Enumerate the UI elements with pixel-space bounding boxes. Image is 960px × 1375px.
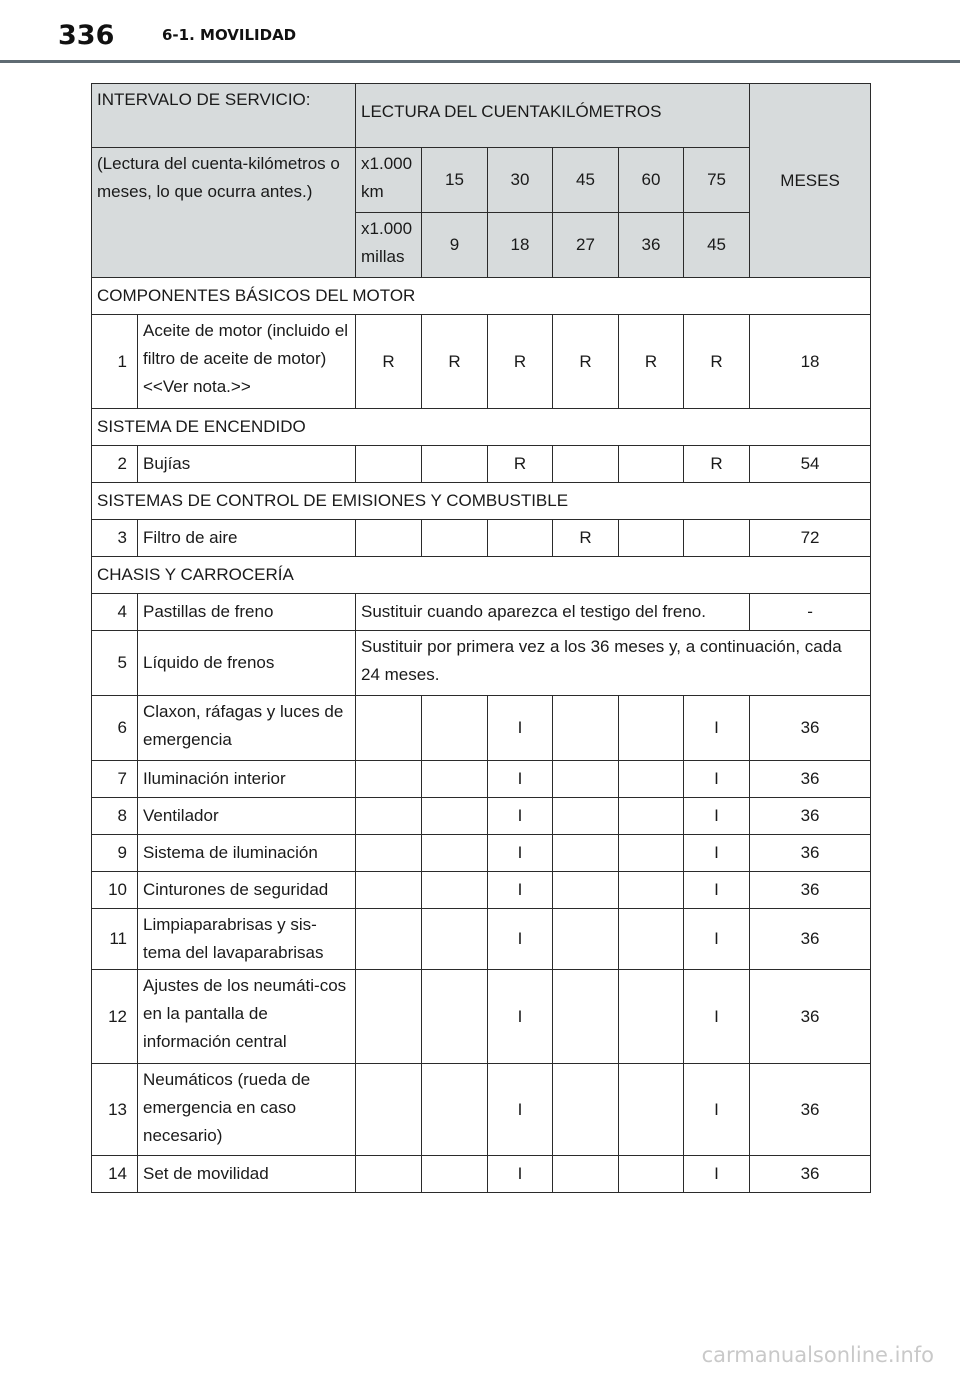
- row-item: Iluminación interior: [138, 761, 356, 798]
- row-mark: I: [684, 970, 750, 1064]
- row-span-text: Sustituir por primera vez a los 36 meses y, a continuación, cada 24 meses.: [356, 631, 871, 696]
- km-value: 30: [488, 148, 553, 213]
- row-mark: [422, 696, 488, 761]
- row-mark: [553, 970, 619, 1064]
- row-mark: R: [619, 315, 684, 409]
- row-mark: [356, 970, 422, 1064]
- row-mark: [619, 696, 684, 761]
- miles-value: 45: [684, 213, 750, 278]
- row-item: Ventilador: [138, 798, 356, 835]
- row-mark: [553, 872, 619, 909]
- km-unit: x1.000 km: [356, 148, 422, 213]
- row-mark: [356, 798, 422, 835]
- table-row: [92, 835, 871, 872]
- row-mark: [422, 1156, 488, 1193]
- row-mark: [356, 761, 422, 798]
- row-mark: R: [422, 315, 488, 409]
- row-mark: [553, 798, 619, 835]
- table-row: [92, 909, 871, 970]
- miles-value: 18: [488, 213, 553, 278]
- row-item: Set de movilidad: [138, 1156, 356, 1193]
- row-mark: [356, 520, 422, 557]
- section-title: 6-1. MOVILIDAD: [162, 26, 297, 44]
- row-mark: [553, 446, 619, 483]
- row-mark: [422, 1064, 488, 1156]
- row-mark: [422, 970, 488, 1064]
- row-mark: I: [684, 835, 750, 872]
- row-months: 72: [750, 520, 871, 557]
- row-mark: [356, 835, 422, 872]
- row-mark: [356, 446, 422, 483]
- row-mark: I: [488, 1156, 553, 1193]
- section-title-cell: COMPONENTES BÁSICOS DEL MOTOR: [92, 278, 871, 315]
- row-months: 36: [750, 798, 871, 835]
- row-number: 9: [92, 835, 138, 872]
- row-item: Pastillas de freno: [138, 594, 356, 631]
- row-number: 4: [92, 594, 138, 631]
- row-mark: [619, 970, 684, 1064]
- row-mark: [684, 520, 750, 557]
- row-mark: [553, 1064, 619, 1156]
- row-mark: [422, 798, 488, 835]
- row-number: 11: [92, 909, 138, 970]
- table-row: [92, 798, 871, 835]
- row-item: Cinturones de seguridad: [138, 872, 356, 909]
- row-item: Claxon, ráfagas y luces de emergencia: [138, 696, 356, 761]
- row-mark: [619, 761, 684, 798]
- row-item: Neumáticos (rueda de emergencia en caso necesario): [138, 1064, 356, 1156]
- row-mark: [619, 446, 684, 483]
- row-number: 13: [92, 1064, 138, 1156]
- section-row: [92, 557, 871, 594]
- table-row: [92, 1156, 871, 1193]
- row-months: 36: [750, 1156, 871, 1193]
- row-mark: R: [684, 446, 750, 483]
- section-row: [92, 409, 871, 446]
- watermark: carmanualsonline.info: [701, 1343, 934, 1367]
- row-mark: [619, 872, 684, 909]
- page-number: 336: [58, 20, 115, 51]
- table-row: [92, 872, 871, 909]
- row-mark: [553, 696, 619, 761]
- row-number: 5: [92, 631, 138, 696]
- interval-label: INTERVALO DE SERVICIO:: [92, 84, 356, 148]
- row-mark: [619, 909, 684, 970]
- row-number: 3: [92, 520, 138, 557]
- row-item: Sistema de iluminación: [138, 835, 356, 872]
- page-header: [0, 0, 960, 64]
- row-mark: I: [488, 761, 553, 798]
- row-months: 36: [750, 835, 871, 872]
- row-mark: I: [684, 1156, 750, 1193]
- table-row: [92, 761, 871, 798]
- row-months: 36: [750, 1064, 871, 1156]
- row-number: 8: [92, 798, 138, 835]
- table-row: [92, 446, 871, 483]
- km-value: 60: [619, 148, 684, 213]
- row-mark: [422, 872, 488, 909]
- table-row: [92, 970, 871, 1064]
- table-row: [92, 696, 871, 761]
- row-mark: R: [684, 315, 750, 409]
- table-row: [92, 1064, 871, 1156]
- row-mark: R: [553, 520, 619, 557]
- row-item: Filtro de aire: [138, 520, 356, 557]
- row-mark: [619, 1064, 684, 1156]
- row-mark: I: [488, 696, 553, 761]
- row-item: Líquido de frenos: [138, 631, 356, 696]
- table-row: [92, 520, 871, 557]
- section-row: [92, 483, 871, 520]
- row-mark: [553, 835, 619, 872]
- row-mark: [356, 1064, 422, 1156]
- section-title-cell: CHASIS Y CARROCERÍA: [92, 557, 871, 594]
- section-title-cell: SISTEMAS DE CONTROL DE EMISIONES Y COMBUSTIBLE: [92, 483, 871, 520]
- row-mark: I: [488, 835, 553, 872]
- row-mark: I: [488, 1064, 553, 1156]
- row-item: Limpiaparabrisas y sis-tema del lavaparabrisas: [138, 909, 356, 970]
- row-mark: [356, 909, 422, 970]
- row-mark: I: [488, 909, 553, 970]
- row-months: -: [750, 594, 871, 631]
- row-mark: I: [488, 970, 553, 1064]
- header-row-interval: [92, 84, 871, 148]
- row-mark: R: [488, 315, 553, 409]
- row-mark: I: [684, 798, 750, 835]
- row-mark: [619, 1156, 684, 1193]
- header-rule: [0, 60, 960, 63]
- row-mark: [356, 696, 422, 761]
- section-row: [92, 278, 871, 315]
- row-mark: I: [684, 1064, 750, 1156]
- row-months: 36: [750, 909, 871, 970]
- row-item: Bujías: [138, 446, 356, 483]
- row-mark: I: [488, 872, 553, 909]
- months-label: MESES: [750, 84, 871, 278]
- km-value: 75: [684, 148, 750, 213]
- row-mark: [422, 835, 488, 872]
- row-mark: [553, 761, 619, 798]
- row-mark: [619, 520, 684, 557]
- miles-value: 36: [619, 213, 684, 278]
- miles-value: 27: [553, 213, 619, 278]
- miles-value: 9: [422, 213, 488, 278]
- km-value: 45: [553, 148, 619, 213]
- row-span-text: Sustituir cuando aparezca el testigo del freno.: [356, 594, 750, 631]
- row-mark: [553, 909, 619, 970]
- miles-unit: x1.000 millas: [356, 213, 422, 278]
- row-number: 2: [92, 446, 138, 483]
- row-mark: [422, 761, 488, 798]
- row-mark: [488, 520, 553, 557]
- row-mark: I: [488, 798, 553, 835]
- row-months: 18: [750, 315, 871, 409]
- row-months: 36: [750, 970, 871, 1064]
- row-item: Ajustes de los neumáti-cos en la pantalla de información central: [138, 970, 356, 1064]
- row-number: 12: [92, 970, 138, 1064]
- section-title-cell: SISTEMA DE ENCENDIDO: [92, 409, 871, 446]
- row-months: 54: [750, 446, 871, 483]
- row-mark: [422, 446, 488, 483]
- row-mark: I: [684, 761, 750, 798]
- row-mark: [356, 872, 422, 909]
- km-value: 15: [422, 148, 488, 213]
- row-number: 1: [92, 315, 138, 409]
- row-months: 36: [750, 872, 871, 909]
- row-mark: R: [356, 315, 422, 409]
- row-mark: R: [553, 315, 619, 409]
- row-mark: [553, 1156, 619, 1193]
- maintenance-table: [91, 83, 871, 1193]
- row-number: 7: [92, 761, 138, 798]
- row-mark: I: [684, 872, 750, 909]
- table-row: [92, 594, 871, 631]
- row-mark: [619, 798, 684, 835]
- table-row: [92, 315, 871, 409]
- reading-note: (Lectura del cuenta-kilómetros o meses, lo que ocurra antes.): [92, 148, 356, 278]
- row-mark: [422, 520, 488, 557]
- odometer-label: LECTURA DEL CUENTAKILÓMETROS: [356, 84, 750, 148]
- row-mark: I: [684, 696, 750, 761]
- row-mark: [422, 909, 488, 970]
- row-mark: [356, 1156, 422, 1193]
- row-mark: I: [684, 909, 750, 970]
- row-mark: R: [488, 446, 553, 483]
- row-number: 10: [92, 872, 138, 909]
- row-months: 36: [750, 761, 871, 798]
- row-mark: [619, 835, 684, 872]
- row-number: 6: [92, 696, 138, 761]
- row-months: 36: [750, 696, 871, 761]
- row-item: Aceite de motor (incluido el filtro de aceite de motor) <<Ver nota.>>: [138, 315, 356, 409]
- row-number: 14: [92, 1156, 138, 1193]
- table-row: [92, 631, 871, 696]
